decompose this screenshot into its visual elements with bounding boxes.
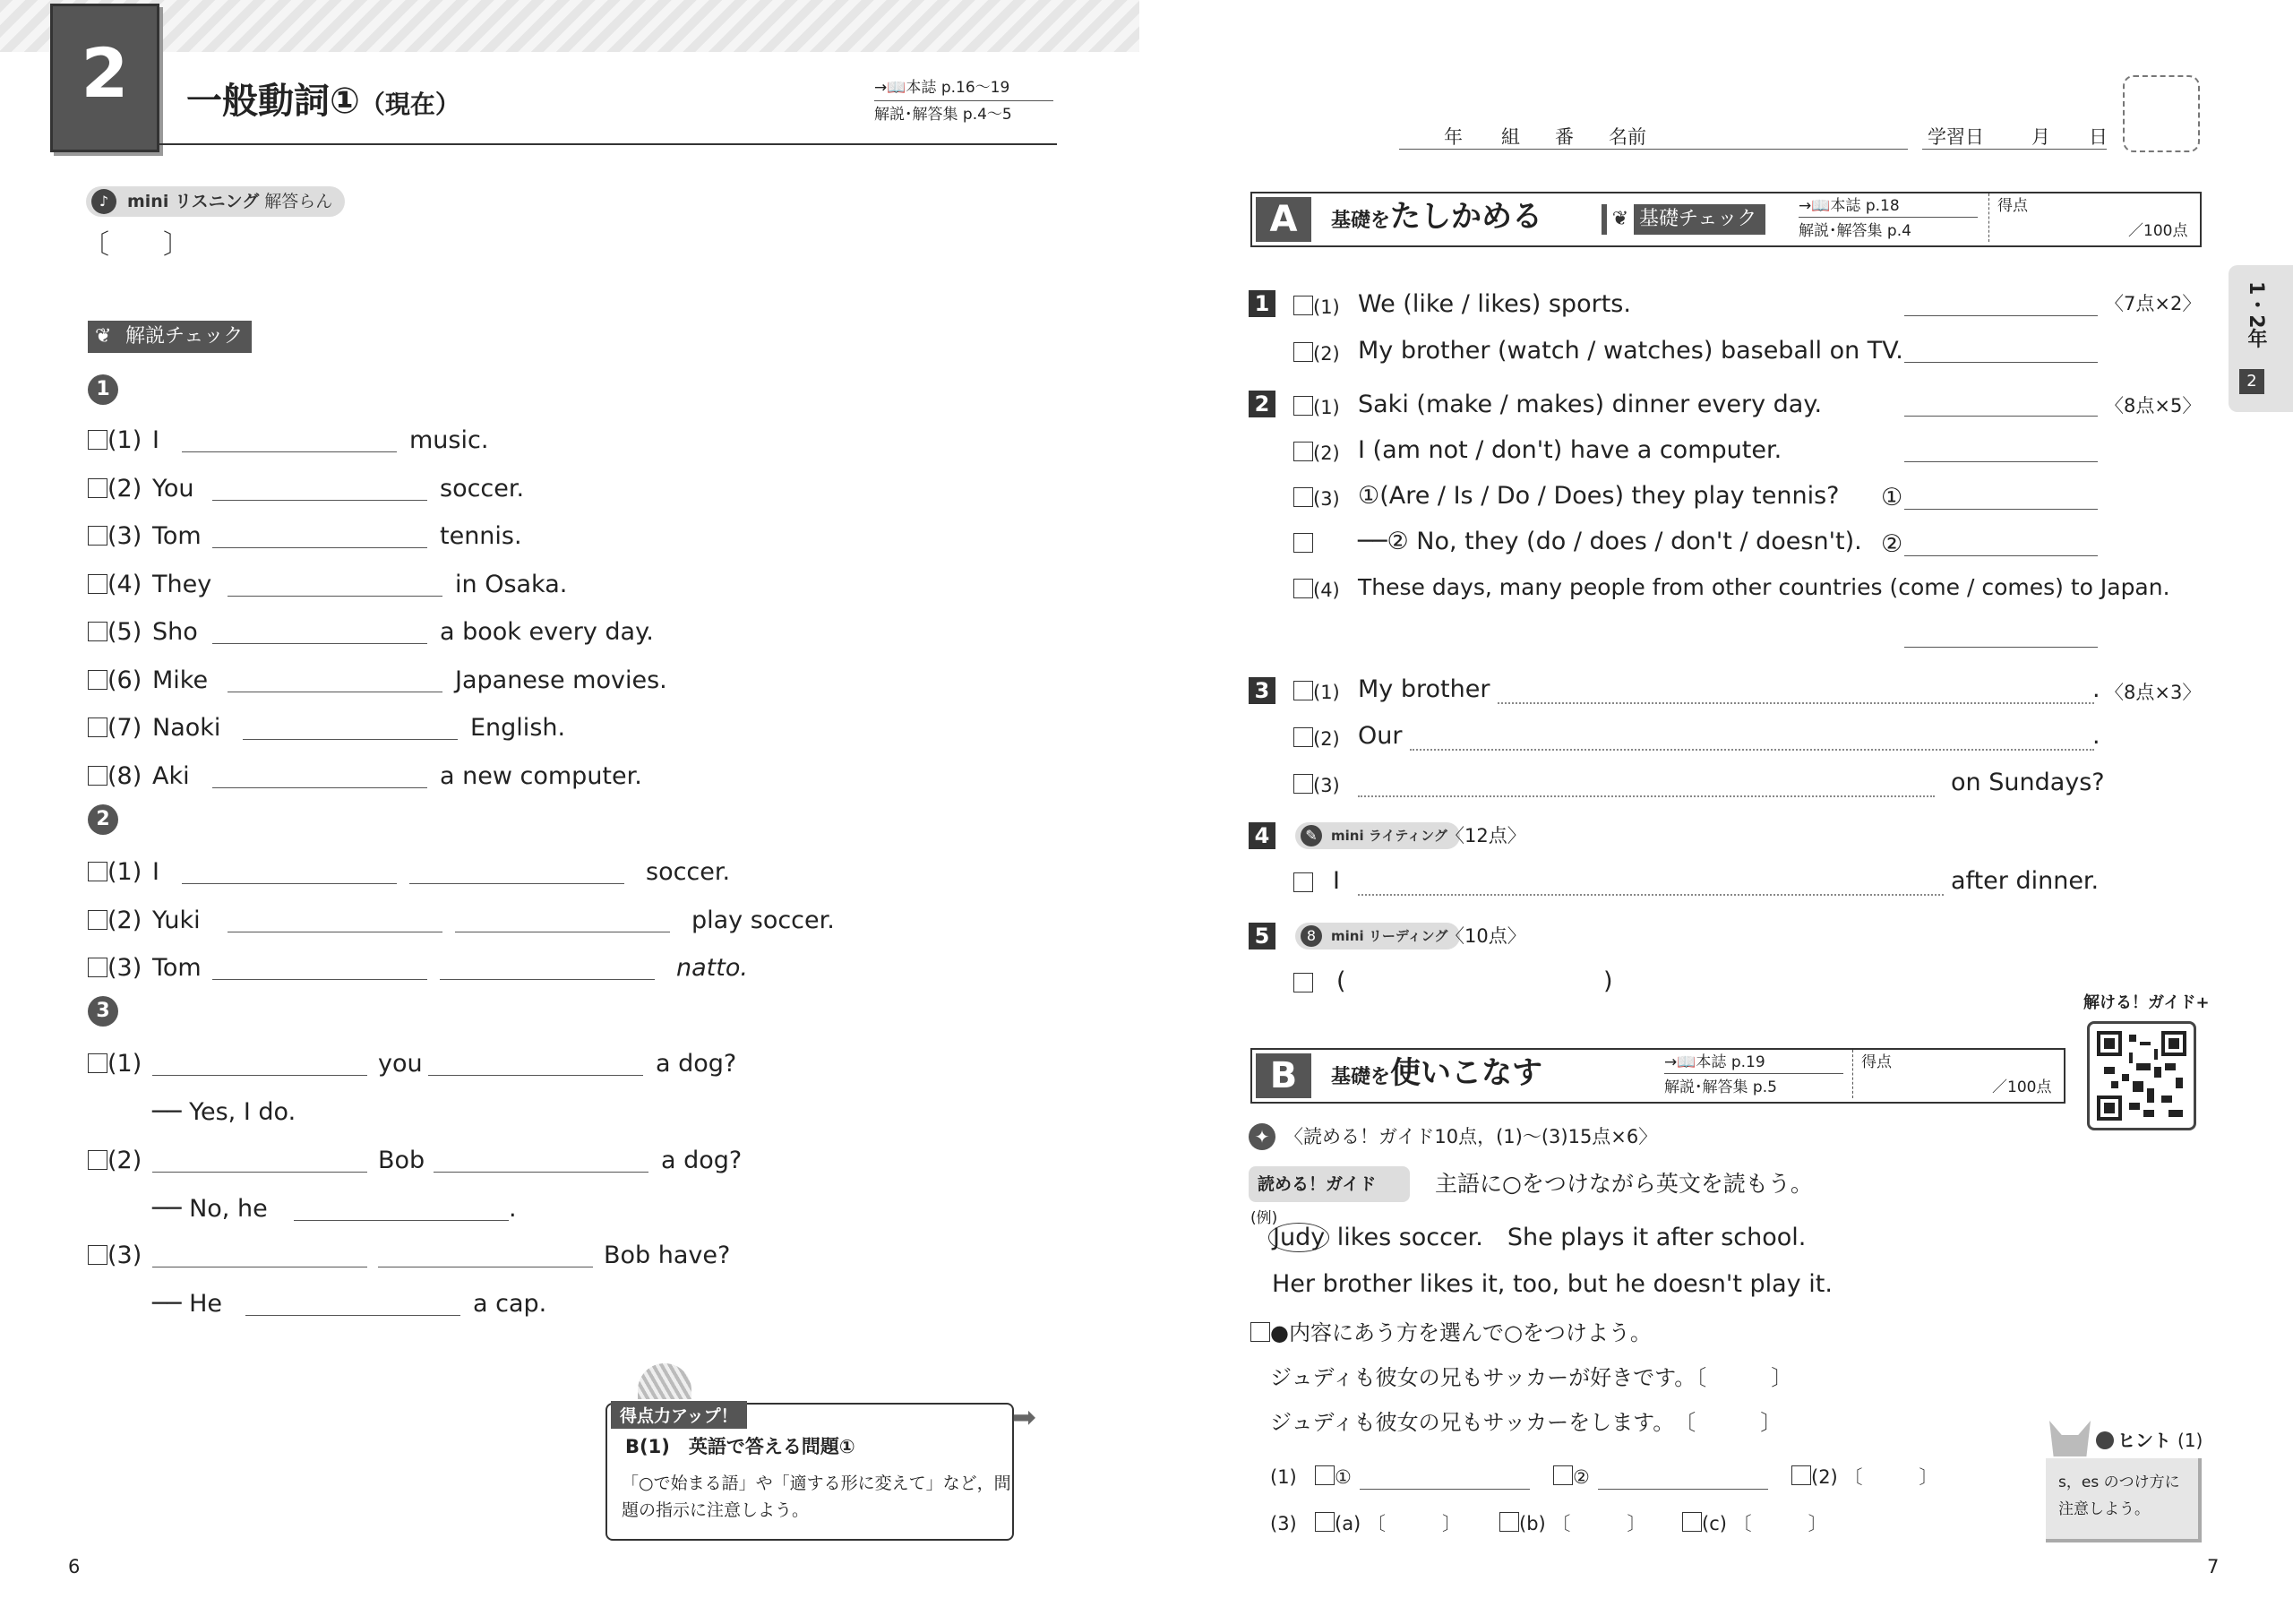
checkbox[interactable] [88, 526, 107, 546]
q-subject: You [152, 474, 194, 503]
answer-blank[interactable] [212, 500, 427, 501]
header-name: 名前 [1609, 126, 1646, 148]
q-text: We (like / likes) sports. [1358, 290, 1631, 318]
header-rule [158, 143, 1057, 145]
checkbox[interactable] [1293, 774, 1313, 794]
choice-1[interactable]: ジュディも彼女の兄もサッカーが好きです。〔 〕 [1270, 1365, 1793, 1390]
unit-subtitle: （現在） [359, 90, 460, 119]
section-b-letter: B [1256, 1053, 1311, 1098]
header-date: 学習日 [1928, 126, 1984, 148]
answer-blank[interactable] [428, 1075, 643, 1076]
bulb-icon [2096, 1431, 2114, 1449]
q-text: a cap. [473, 1290, 547, 1318]
ans1-b: ② [1553, 1465, 1590, 1489]
answer-blank[interactable] [1598, 1489, 1768, 1490]
q-number: (1) [88, 426, 142, 455]
checkbox[interactable] [1293, 442, 1313, 461]
q4-line [1293, 869, 1313, 898]
answer-blank[interactable] [182, 451, 397, 452]
answer-blank[interactable] [1904, 509, 2098, 510]
q5-open: ( [1336, 967, 1346, 995]
q-text: natto. [676, 954, 748, 982]
period: . [509, 1195, 517, 1223]
checkbox[interactable] [1315, 1512, 1335, 1532]
q-number: (1) [1293, 292, 1340, 321]
q-subject: Naoki [152, 714, 221, 742]
star-icon: ✦ [1249, 1123, 1275, 1150]
checkbox[interactable] [1315, 1465, 1335, 1485]
leaf-icon: ❦ [95, 325, 112, 348]
checkbox[interactable] [1293, 579, 1313, 598]
side-tab-text: 1・2年 [2245, 281, 2267, 348]
unit-number-tab [50, 4, 159, 152]
section-b-ref: →📖本誌 p.19 [1664, 1053, 1765, 1071]
pencil-icon: ✎ [1301, 825, 1322, 846]
q3-3-text: on Sundays? [1951, 769, 2105, 796]
checkbox[interactable] [88, 622, 107, 641]
name-field[interactable] [1399, 149, 1908, 150]
q5-number: 5 [1249, 923, 1275, 949]
answer-blank[interactable] [228, 596, 442, 597]
q-text: a dog? [661, 1147, 743, 1174]
q-text: you [378, 1050, 423, 1078]
checkbox[interactable] [88, 766, 107, 786]
hint-label: ヒント (1) [2096, 1426, 2203, 1455]
checkbox[interactable] [88, 1245, 107, 1265]
section-a-letter: A [1256, 197, 1311, 242]
q3-1-text: My brother [1358, 675, 1490, 703]
header-seat: 番 [1555, 126, 1574, 148]
date-field[interactable] [1922, 149, 2107, 150]
ans3-c: (c) 〔 〕 [1682, 1512, 1827, 1535]
q-number [1293, 529, 1313, 558]
section-a-header [1250, 192, 2202, 247]
hedgehog-icon [638, 1363, 691, 1399]
answer-line-dotted[interactable] [1498, 702, 2094, 704]
checkbox[interactable] [1293, 342, 1313, 362]
choice-2[interactable]: ジュディも彼女の兄もサッカーをします。 〔 〕 [1270, 1410, 1782, 1435]
book-icon: 📖 [1811, 197, 1831, 215]
checkbox[interactable] [1791, 1465, 1811, 1485]
answer-blank[interactable] [152, 1172, 367, 1173]
q-text: Bob [378, 1147, 425, 1174]
q5-close: ) [1603, 967, 1613, 995]
checkbox[interactable] [1293, 396, 1313, 416]
answer-line: ── He [152, 1290, 223, 1318]
answer-blank[interactable] [1360, 1489, 1530, 1490]
q-subject: Mike [152, 666, 209, 694]
answer-line-dotted[interactable] [1358, 894, 1944, 896]
score-max: ／100点 [1992, 1078, 2052, 1096]
checkbox[interactable] [1250, 1322, 1270, 1342]
q-text: Saki (make / makes) dinner every day. [1358, 391, 1823, 418]
answer-blank[interactable] [1904, 555, 2098, 556]
read-guide-badge: 読める！ガイド [1249, 1166, 1410, 1202]
q-number: (1) [1293, 392, 1340, 421]
tip-heading: B(1) 英語で答える問題① [625, 1436, 855, 1457]
q-subject: They [152, 570, 212, 598]
checkbox[interactable] [88, 717, 107, 737]
q-number: (4) [1293, 575, 1340, 604]
ans3-b: (b) 〔 〕 [1499, 1512, 1645, 1535]
unit-number: 2 [81, 33, 129, 113]
guide-plus: 解ける！ガイド+ [2083, 993, 2210, 1012]
q-number: (7) [88, 714, 142, 743]
answer-blank[interactable] [212, 547, 427, 548]
q-text: My brother (watch / watches) baseball on TV. [1358, 337, 1903, 365]
q-text: These days, many people from other countries (come / comes) to Japan. [1358, 574, 2170, 600]
checkbox[interactable] [1553, 1465, 1573, 1485]
answer-line-dotted[interactable] [1410, 749, 2094, 751]
checkbox[interactable] [1293, 296, 1313, 315]
check-label: ❦ 解説チェック [88, 321, 252, 353]
checkbox[interactable] [88, 910, 107, 930]
example-label: (例) [1250, 1209, 1278, 1227]
side-tab-number: 2 [2239, 369, 2264, 394]
q4-text-a: I [1333, 867, 1340, 895]
checkbox[interactable] [88, 1150, 107, 1170]
page-number-right: 7 [2207, 1556, 2220, 1577]
unit-title-main: 一般動詞① [186, 81, 360, 122]
period: . [2092, 675, 2100, 703]
q-text: a dog? [656, 1050, 737, 1078]
section-b-title: 基礎を使いこなす [1331, 1055, 1543, 1091]
tip-title: 得点力アップ！ [611, 1401, 747, 1429]
headphones-icon: ♪ [91, 189, 116, 214]
tip-line2: 題の指示に注意しよう。 [622, 1500, 810, 1520]
hint-line1: s，es のつけ方に [2058, 1474, 2180, 1491]
checkbox[interactable] [1293, 727, 1313, 747]
checkbox[interactable] [88, 862, 107, 881]
ref-main: →📖本誌 p.16〜19 [874, 79, 1010, 97]
q-text: in Osaka. [455, 570, 568, 598]
section-b-header [1250, 1048, 2065, 1104]
q-number: (2) [88, 907, 142, 935]
checkbox[interactable] [1293, 681, 1313, 700]
answer-blank[interactable] [409, 883, 624, 884]
section-a-ref: →📖本誌 p.18 [1799, 197, 1900, 215]
basic-check-tag: ❦ 基礎チェック [1602, 204, 1765, 235]
score-label: 得点 [1861, 1053, 1892, 1071]
answer-blank[interactable] [243, 739, 458, 740]
checkbox[interactable] [1293, 872, 1313, 892]
answer-blank[interactable] [182, 883, 397, 884]
ans2: (2) 〔 〕 [1791, 1465, 1937, 1489]
header-month: 月 [2031, 126, 2050, 148]
score-max: ／100点 [2128, 222, 2188, 240]
unit-title [186, 81, 460, 125]
q-number: (8) [88, 762, 142, 791]
qr-code-icon [2097, 1031, 2186, 1121]
q-subject: Sho [152, 618, 198, 646]
checkbox[interactable] [1293, 487, 1313, 507]
q-text: ──② No, they (do / does / don't / doesn't). [1358, 528, 1862, 555]
section-2-number: 2 [88, 804, 118, 835]
q-number: (6) [88, 666, 142, 695]
side-tab [2229, 265, 2293, 412]
section-3-number: 3 [88, 996, 118, 1027]
q-text: a new computer. [440, 761, 642, 790]
passage-line-2: Her brother likes it, too, but he doesn't play it. [1272, 1270, 1833, 1298]
ans3-number: (3) [1270, 1513, 1297, 1534]
ans1-a: ① [1315, 1465, 1352, 1489]
answer-blank[interactable] [152, 1075, 367, 1076]
checkbox[interactable] [88, 478, 107, 498]
checkbox[interactable] [1293, 533, 1313, 553]
book-icon: 📖 [1677, 1053, 1696, 1071]
q3-1: (1) [1293, 677, 1340, 706]
q4-points: 〈12点〉 [1446, 825, 1526, 846]
answer-blank[interactable] [1904, 416, 2098, 417]
q-subject: Aki [152, 761, 190, 790]
q2-number: 2 [1249, 391, 1275, 417]
q-text: Japanese movies. [455, 666, 667, 694]
q4-text-b: after dinner. [1951, 867, 2100, 895]
q-number: (2) [1293, 438, 1340, 467]
header-class: 組 [1501, 126, 1520, 148]
period: . [2092, 722, 2100, 750]
q-number: (2) [88, 475, 142, 503]
q-subject: I [152, 426, 159, 454]
q-text: ①(Are / Is / Do / Does) they play tennis? [1358, 482, 1840, 510]
ref-rule [1664, 1073, 1843, 1074]
answer-blank[interactable] [1904, 647, 2098, 648]
answer-blank[interactable] [212, 787, 427, 788]
header-day: 日 [2089, 126, 2108, 148]
answer-line: ── Yes, I do. [152, 1098, 296, 1126]
hint-line2: 注意しよう。 [2058, 1500, 2150, 1518]
ans1-number: (1) [1270, 1466, 1297, 1488]
q2-circle-1: ① [1881, 484, 1903, 511]
answer-blank[interactable] [212, 979, 427, 980]
page-number-left: 6 [68, 1556, 81, 1577]
q-text: soccer. [646, 858, 731, 886]
q1-number: 1 [1249, 290, 1275, 317]
q-text: play soccer. [691, 906, 835, 934]
q-number: (4) [88, 571, 142, 599]
score-divider [1988, 193, 1989, 242]
ref-answers: 解説･解答集 p.4〜5 [874, 106, 1012, 124]
q-number: (3) [1293, 484, 1340, 512]
answer-blank[interactable] [1904, 362, 2098, 363]
q-text: a book every day. [440, 618, 654, 646]
q-text: tennis. [440, 522, 522, 550]
checkbox[interactable] [88, 430, 107, 450]
q5-label: 8 mini リーディング [1295, 923, 1460, 949]
leaf-icon: ❦ [1607, 204, 1634, 235]
arrow-right-icon: ➡ [1012, 1400, 1036, 1434]
stamp-box[interactable] [2123, 75, 2200, 152]
q3-number: 3 [1249, 677, 1275, 704]
read-instruction: 主語に○をつけながら英文を読もう。 [1435, 1171, 1813, 1197]
answer-blank[interactable] [245, 1315, 460, 1316]
content-question: ●内容にあう方を選んで○をつけよう。 [1250, 1319, 1652, 1347]
circled-subject: Judy [1268, 1223, 1329, 1252]
qr-code[interactable] [2087, 1021, 2196, 1130]
q-text: Bob have? [604, 1242, 731, 1269]
answer-blank[interactable] [1904, 315, 2098, 316]
q-number: (3) [88, 522, 142, 551]
ref-rule [874, 100, 1053, 101]
q-text: music. [409, 426, 489, 454]
q-text: I (am not / don't) have a computer. [1358, 436, 1782, 464]
section-b-points: 〈読める！ガイド10点，(1)〜(3)15点×6〉 [1284, 1126, 1658, 1147]
tip-line1: 「○で始まる語」や「適する形に変えて」など，問 [622, 1474, 1011, 1493]
q3-points: 〈8点×3〉 [2105, 682, 2202, 703]
q-number: (2) [1293, 339, 1340, 367]
q-number: (1) [88, 1050, 142, 1078]
checkbox[interactable] [1499, 1512, 1519, 1532]
q-number: (5) [88, 618, 142, 647]
hint-box [2046, 1417, 2202, 1539]
q-number: (3) [88, 954, 142, 983]
q5-line [1293, 969, 1313, 998]
q-subject: Yuki [152, 906, 201, 934]
header-year: 年 [1444, 126, 1463, 148]
answer-blank[interactable] [440, 979, 655, 980]
section-b-ref2: 解説･解答集 p.5 [1664, 1078, 1777, 1096]
section-a-title: 基礎をたしかめる [1331, 199, 1543, 235]
q-text: soccer. [440, 474, 525, 503]
q-number: (1) [88, 858, 142, 887]
q2-points: 〈8点×5〉 [2105, 395, 2202, 417]
score-divider [1852, 1050, 1853, 1098]
score-label: 得点 [1997, 197, 2028, 215]
q3-2-text: Our [1358, 722, 1403, 750]
ref-rule [1799, 217, 1978, 218]
checkbox[interactable] [1293, 973, 1313, 992]
checkbox[interactable] [1682, 1512, 1702, 1532]
q-subject: Tom [152, 954, 202, 982]
checkbox[interactable] [88, 958, 107, 977]
checkbox[interactable] [88, 574, 107, 594]
tip-box [605, 1403, 1014, 1541]
answer-line: ── No, he [152, 1195, 268, 1223]
book-reading-icon: 8 [1301, 925, 1322, 947]
q3-3: (3) [1293, 770, 1340, 799]
ans3-a: (a) 〔 〕 [1315, 1512, 1461, 1535]
section-a-ref2: 解説･解答集 p.4 [1799, 222, 1911, 240]
listening-label: ♪ mini リスニング 解答らん [86, 186, 345, 217]
q4-number: 4 [1249, 822, 1275, 849]
checkbox[interactable] [88, 1053, 107, 1073]
q-subject: I [152, 858, 159, 886]
q-text: English. [470, 714, 566, 742]
passage-line-1: Judy likes soccer. She plays it after school. [1268, 1224, 1806, 1252]
answer-blank[interactable] [294, 1220, 509, 1221]
header-stripes [0, 0, 1139, 52]
q4-label: ✎ mini ライティング [1295, 822, 1460, 849]
q-number: (3) [88, 1242, 142, 1270]
section-1-number: 1 [88, 374, 118, 405]
answer-blank[interactable] [434, 1172, 648, 1173]
book-icon: 📖 [887, 79, 906, 97]
q3-2: (2) [1293, 724, 1340, 752]
listening-bracket[interactable]: 〔 〕 [82, 229, 190, 261]
q2-circle-2: ② [1881, 530, 1903, 558]
answer-blank[interactable] [1904, 461, 2098, 462]
answer-blank[interactable] [212, 643, 427, 644]
q5-points: 〈10点〉 [1446, 925, 1526, 947]
q-number: (2) [88, 1147, 142, 1175]
q-subject: Tom [152, 522, 202, 550]
checkbox[interactable] [88, 670, 107, 690]
q1-points: 〈7点×2〉 [2105, 293, 2202, 314]
answer-line-dotted[interactable] [1358, 795, 1935, 797]
